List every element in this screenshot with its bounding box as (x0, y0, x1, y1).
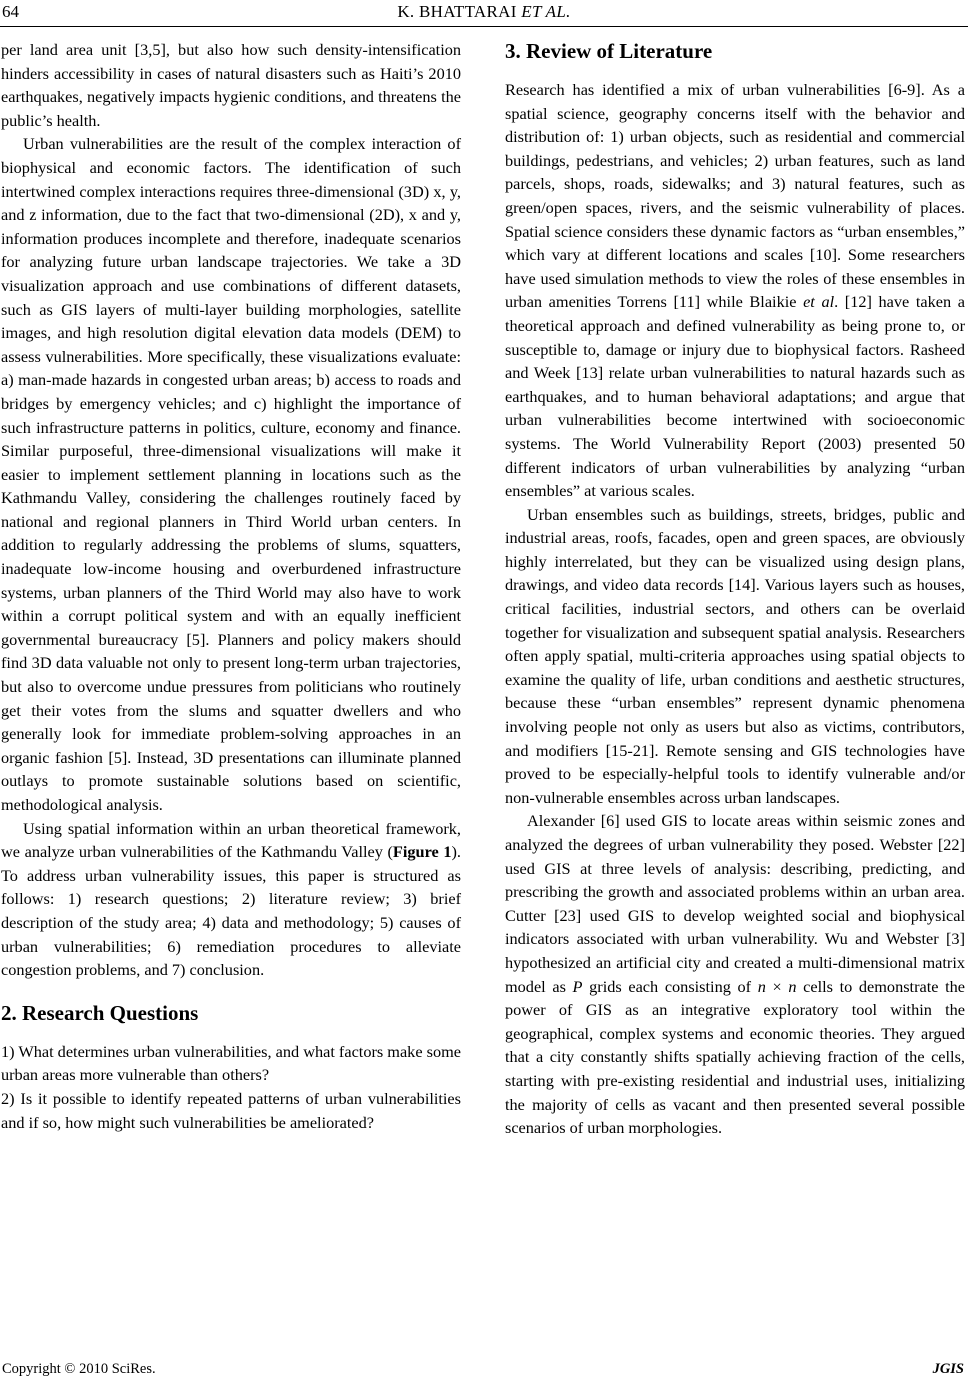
math-n: n (788, 976, 797, 996)
paragraph-alexander (505, 809, 965, 1139)
paragraph-text: cells to demonstrate the power of GIS as an integrative exploratory tool within the geographical, complex systems and economic theories. They argued that a city constantly shifts spatially achieving fraction of the cells, starting with pre-existing residential and industrial uses, initializing the majority of cells as vacant and then presented several possible scenarios of urban morphologies. (505, 976, 966, 1138)
section-heading-research-questions: 2. Research Questions (1, 1000, 199, 1025)
paragraph-text: Alexander [6] used GIS to locate areas within seismic zones and analyzed the degrees of urban vulnerability they posed. Webster [22] used GIS at three levels of analysis: describing, predicting, and prescribing the growth and associated problems within an urban area. Cutter [23] used GIS to develop weighted social and biophysical indicators associated with urban vulnerability. Wu and Webster [3] hypothesized an artificial city and created a multi-dimensional matrix model as (505, 811, 965, 996)
paragraph-text: . [12] have taken a theoretical approach and defined vulnerability as being prone to, or susceptible to, damage or injury due to biophysical factors. Rasheed and Week [13] relate urban vulnerabilities to natural hazards such as earthquakes, and to human behavioral adaptations; and argue that urban vulnerabilities become intertwined with socioeconomic systems. The World Vulnerability Report (2003) presented 50 different indicators of urban vulnerabilities by analyzing “urban ensembles” at various scales. (505, 292, 965, 501)
figure-reference: Figure 1 (392, 842, 452, 862)
research-question-2: 2) Is it possible to identify repeated patterns of urban vulnerabilities and if so, how might such vulnerabilities be ameliorated? (1, 1088, 461, 1132)
paragraph-text: Using spatial information within an urban theoretical framework, we analyze urban vulnerabilities of the Kathmandu Valley ( (1, 818, 461, 862)
running-head (0, 2, 968, 22)
running-head-etal: ET AL. (521, 2, 571, 21)
etal-italic: et al (803, 292, 835, 312)
section-heading-literature-review: 3. Review of Literature (505, 39, 713, 63)
page-number: 64 (2, 2, 19, 21)
paragraph-continuation: per land area unit [3,5], but also how such density-intensification hinders accessibility in cases of natural disasters such as Haiti’s 2010 earthquakes, negatively impacts hygienic conditions, and threatens the public’s health. (1, 40, 461, 130)
right-column (505, 38, 965, 1140)
paragraph-text: Research has identified a mix of urban vulnerabilities [6-9]. As a spatial science, geography concerns itself with the behavior and distribution of: 1) urban objects, such as residential and commercial buildings, pedestrians, and vehicles; 2) urban features, such as land parcels, shops, roads, sidewalks; and 3) natural features, such as green/open spaces, rivers, and the seismic vulnerability of places. Spatial science considers these dynamic factors as “urban ensembles,” which vary at different locations and scales [10]. Some researchers have used simulation methods to view the roles of these ensembles in urban amenities Torrens [11] while Blaikie (505, 80, 965, 312)
paragraph-literature-review (505, 78, 965, 503)
left-column (1, 38, 461, 1134)
math-p: P (572, 976, 583, 996)
header-rule (0, 26, 968, 27)
research-question-1: 1) What determines urban vulnerabilities, and what factors make some urban areas more vulnerable than others? (1, 1041, 461, 1085)
footer-copyright: Copyright © 2010 SciRes. (2, 1361, 156, 1377)
paragraph-text: ). To address urban vulnerability issues, this paper is structured as follows: 1) research questions; 2) literature review; 3) brief description of the study area; 4) data and methodology; 5) causes of urban vulnerabilities; 6) remediation procedures to alleviate congestion problems, and 7) conclusion. (1, 842, 461, 980)
footer-journal: JGIS (932, 1361, 964, 1377)
paragraph-spatial-information (1, 817, 461, 982)
paragraph-urban-vulnerabilities: Urban vulnerabilities are the result of the complex interaction of biophysical and economic factors. The identification of such intertwined complex interactions requires three-dimensional (3D) x, y, and z information, due to the fact that two-dimensional (2D), x and y, information produces incomplete and therefore, inadequate scenarios for analyzing future urban landscape trajectories. We take a 3D visualization approach and use combinations of different datasets, such as GIS layers of multi-layer building morphologies, satellite images, and high resolution digital elevation data models (DEM) to assess vulnerabilities. More specifically, these visualizations evaluate: a) man-made hazards in congested urban areas; b) access to roads and bridges by emergency vehicles; and c) highlight the importance of such infrastructure patterns in politics, culture, economy and finance. Similar purposeful, three-dimensional visualizations will make it easier to implement settlement planning in locations such as the Kathmandu Valley, considering the challenges routinely faced by national and regional planners in Third World urban centers. In addition to regularly addressing the problems of slums, squatters, inadequate low-income housing and overburdened infrastructure systems, urban planners of the Third World may also have to work within a corrupt political system and with an equally inefficient governmental bureaucracy [5]. Planners and policy makers should find 3D data valuable not only to present long-term urban trajectories, but also to overcome undue pressures from politicians who routinely get their votes from the slums and squatter dwellers and who generally look for immediate problem-solving approaches in an organic fashion [5]. Instead, 3D presentations can illuminate planned outlays to promote sustainable solutions based on scientific, methodological analysis. (1, 134, 461, 814)
paragraph-urban-ensembles: Urban ensembles such as buildings, streets, bridges, public and industrial areas, roofs, facades, open and green spaces, are obviously highly interrelated, but they can be visualized using design plans, drawings, and video data records [14]. Various layers such as houses, critical facilities, industrial sectors, and others can be overlaid together for visualization and subsequent spatial analysis. Researchers often apply spatial, multi-criteria approaches using spatial objects to examine the quality of life, urban conditions and aesthetic structures, because these “urban ensembles” represent dynamic phenomena involving people not only as users but also as victims, contributors, and modifiers [15-21]. Remote sensing and GIS technologies have proved to be especially-helpful tools to identify vulnerable and/or non-vulnerable ensembles across urban landscapes. (505, 504, 965, 807)
running-head-authors: K. BHATTARAI (397, 2, 517, 21)
math-times: × (765, 976, 789, 996)
paragraph-text: grids each consisting of (582, 976, 758, 996)
math-n: n (757, 976, 766, 996)
